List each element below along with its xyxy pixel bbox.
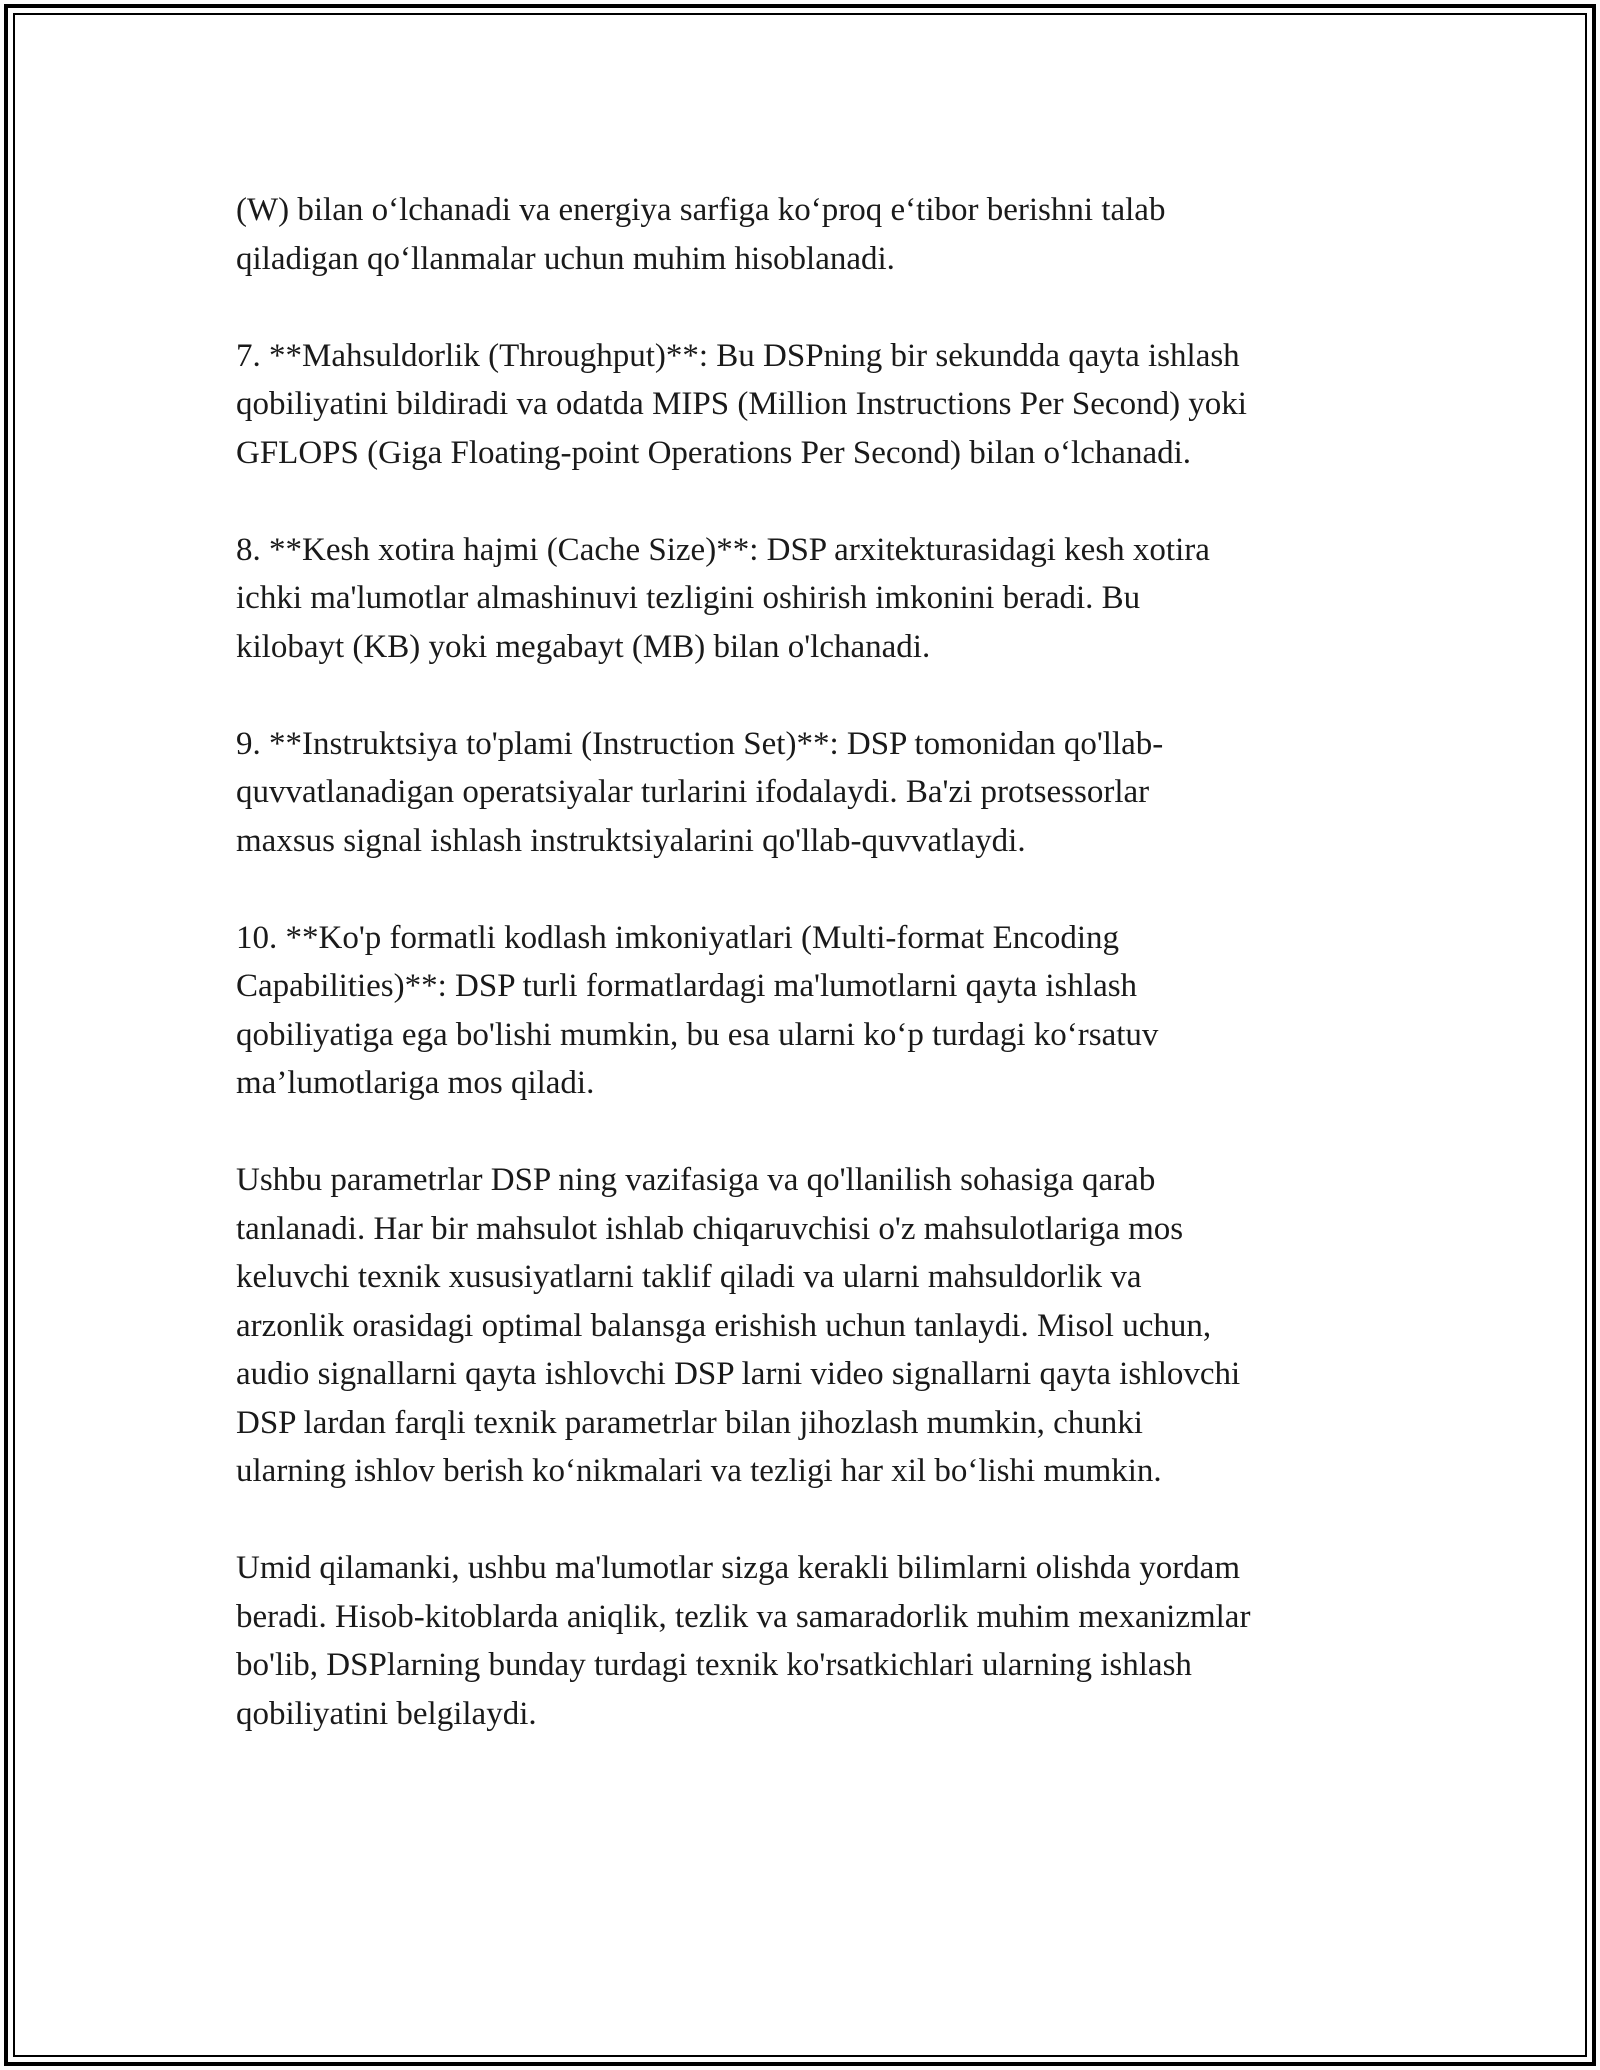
paragraph-conclusion: Umid qilamanki, ushbu ma'lumotlar sizga kerakli bilimlarni olishda yordam beradi. Hisob-kitoblarda aniqlik, tezlik va samaradorlik muhim mexanizmlar bo'lib, DSPlarning bunday turdagi texnik ko'rsatkichlari ularning ishlash qobiliyatini belgilaydi. (236, 1550, 1251, 1732)
paragraph-multi-format-encoding: 10. **Ko'p formatli kodlash imkoniyatlari (Multi-format Encoding Capabilities)**: DSP turli formatlardagi ma'lumotlarni qayta ishlash qobiliyatiga ega bo'lishi mumkin, bu esa ularni ko‘p turdagi ko‘rsatuv ma’lumotlariga mos qiladi. (236, 919, 1159, 1101)
document-body (236, 186, 1406, 1738)
paragraph-throughput: 7. **Mahsuldorlik (Throughput)**: Bu DSPning bir sekundda qayta ishlash qobiliyatini bildiradi va odatda MIPS (Million Instructions Per Second) yoki GFLOPS (Giga Floating-point Operations Per Second) bilan o‘lchanadi. (236, 337, 1247, 471)
paragraph-parameter-selection: Ushbu parametrlar DSP ning vazifasiga va qo'llanilish sohasiga qarab tanlanadi. Har bir mahsulot ishlab chiqaruvchisi o'z mahsulotlariga mos keluvchi texnik xususiyatlarni taklif qiladi va ularni mahsuldorlik va arzonlik orasidagi optimal balansga erishish uchun tanlaydi. Misol uchun, audio signallarni qayta ishlovchi DSP larni video signallarni qayta ishlovchi DSP lardan farqli texnik parametrlar bilan jihozlash mumkin, chunki ularning ishlov berish ko‘nikmalari va tezligi har xil bo‘lishi mumkin. (236, 1162, 1241, 1489)
paragraph-instruction-set: 9. **Instruktsiya to'plami (Instruction Set)**: DSP tomonidan qo'llab- quvvatlanadigan operatsiyalar turlarini ifodalaydi. Ba'zi protsessorlar maxsus signal ishlash instruktsiyalarini qo'llab-quvvatlaydi. (236, 725, 1164, 859)
paragraph-cache-size: 8. **Kesh xotira hajmi (Cache Size)**: DSP arxitekturasidagi kesh xotira ichki ma'lumotlar almashinuvi tezligini oshirish imkonini beradi. Bu kilobayt (KB) yoki megabayt (MB) bilan o'lchanadi. (236, 531, 1210, 665)
paragraph-power-continuation: (W) bilan o‘lchanadi va energiya sarfiga ko‘proq e‘tibor berishni talab qiladigan qo‘llanmalar uchun muhim hisoblanadi. (236, 192, 1166, 277)
